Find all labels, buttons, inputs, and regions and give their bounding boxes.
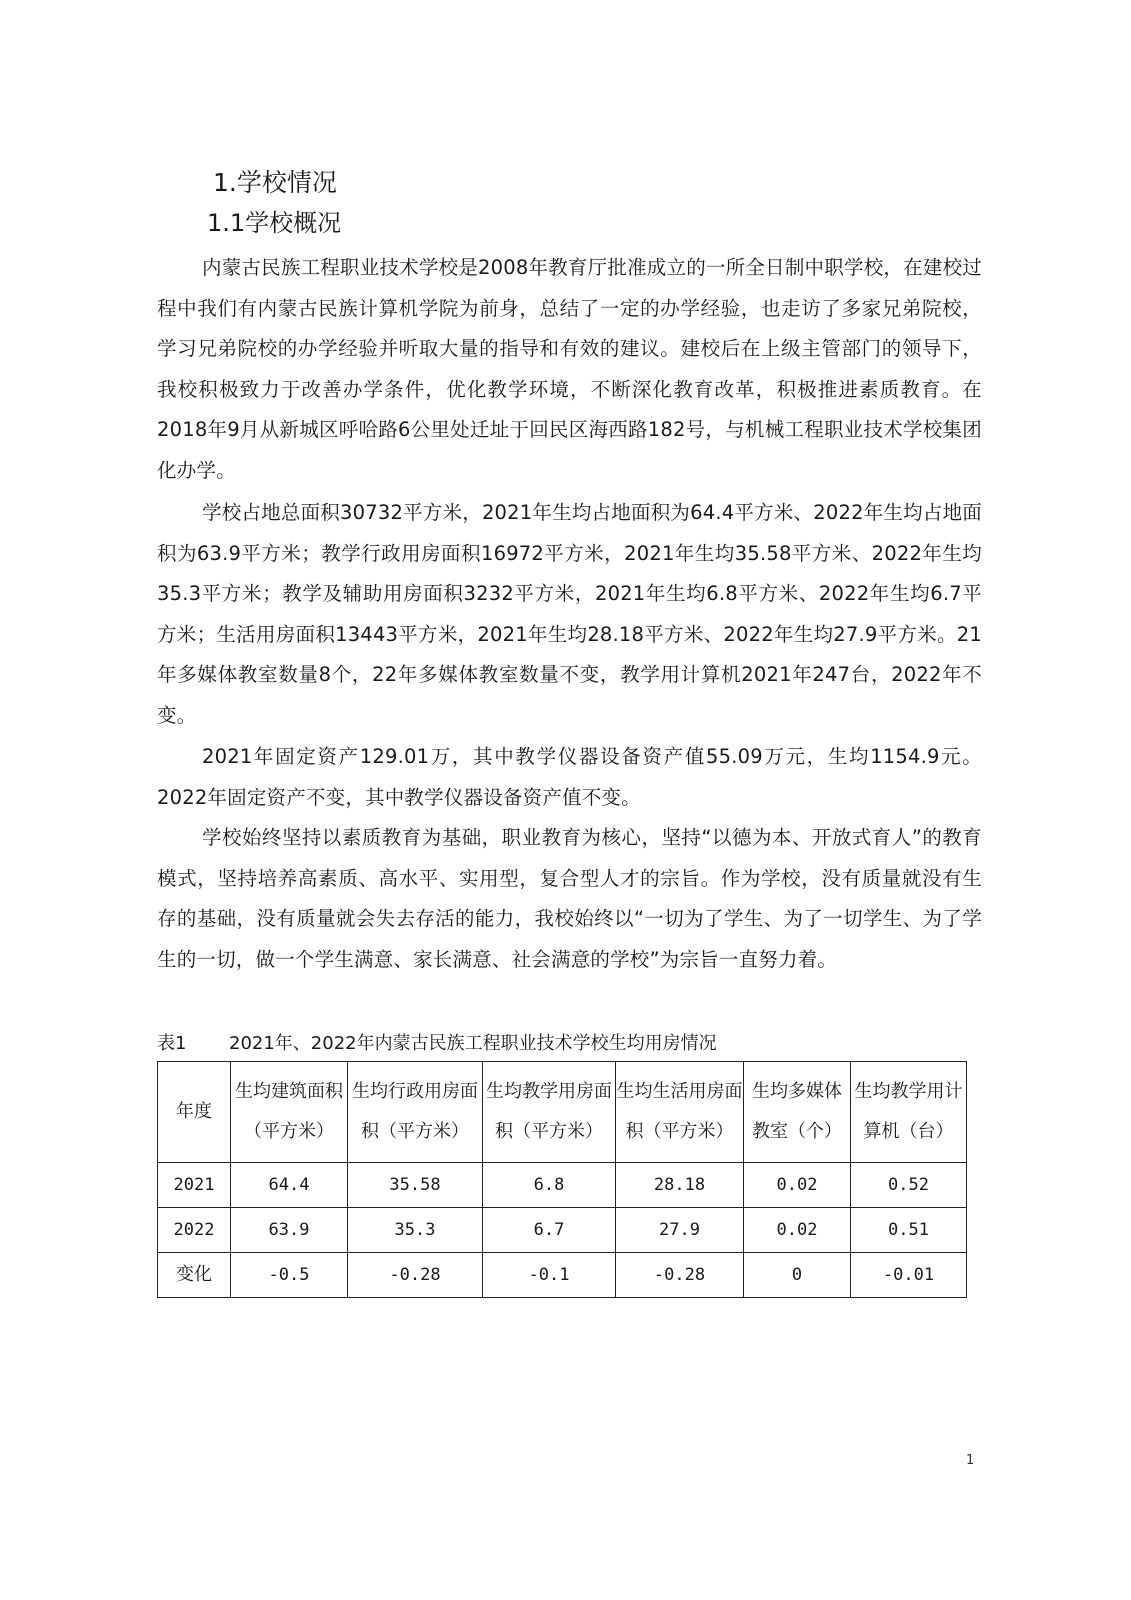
- header-cell-computers: 生均教学用计算机（台）: [851, 1062, 967, 1163]
- table-cell: -0.5: [231, 1253, 348, 1298]
- table-cell: 0.51: [851, 1208, 967, 1253]
- table-cell: 2021: [158, 1163, 231, 1208]
- table-header-row: [158, 1062, 967, 1163]
- page-number: 1: [966, 1453, 975, 1468]
- table-cell: 0.02: [744, 1163, 851, 1208]
- table-caption-label: 表1: [157, 1033, 187, 1054]
- header-cell-admin-area: 生均行政用房面积（平方米）: [348, 1062, 483, 1163]
- housing-table: [157, 1061, 967, 1298]
- table-caption: [157, 1031, 717, 1057]
- table-cell: 0: [744, 1253, 851, 1298]
- header-cell-building-area: 生均建筑面积（平方米）: [231, 1062, 348, 1163]
- table-cell: 6.7: [483, 1208, 616, 1253]
- header-cell-teaching-area: 生均教学用房面积（平方米）: [483, 1062, 616, 1163]
- table-cell: 0.52: [851, 1163, 967, 1208]
- table-cell: 28.18: [616, 1163, 744, 1208]
- table-cell: 63.9: [231, 1208, 348, 1253]
- paragraph-overview: 内蒙古民族工程职业技术学校是2008年教育厅批准成立的一所全日制中职学校，在建校过程中我们有内蒙古民族计算机学院为前身，总结了一定的办学经验，也走访了多家兄弟院校，学习兄弟院校的办学经验并听取大量的指导和有效的建议。建校后在上级主管部门的领导下，我校积极致力于改善办学条件，优化教学环境，不断深化教育改革，积极推进素质教育。在2018年9月从新城区呼哈路6公里处迁址于回民区海西路182号，与机械工程职业技术学校集团化办学。: [157, 256, 982, 482]
- header-cell-multimedia: 生均多媒体教室（个）: [744, 1062, 851, 1163]
- table-cell: 64.4: [231, 1163, 348, 1208]
- paragraph-assets: 2021年固定资产129.01万，其中教学仪器设备资产值55.09万元，生均1154.9元。2022年固定资产不变，其中教学仪器设备资产值不变。: [157, 745, 982, 809]
- paragraph-philosophy: 学校始终坚持以素质教育为基础，职业教育为核心，坚持“以德为本、开放式育人”的教育模式，坚持培养高素质、高水平、实用型，复合型人才的宗旨。作为学校，没有质量就没有生存的基础，没有质量就会失去存活的能力，我校始终以“一切为了学生、为了一切学生、为了学生的一切，做一个学生满意、家长满意、社会满意的学校”为宗旨一直努力着。: [157, 826, 982, 971]
- table-cell: -0.28: [616, 1253, 744, 1298]
- table-row: [158, 1253, 967, 1298]
- table-cell: 0.02: [744, 1208, 851, 1253]
- section-heading: 1.学校情况: [213, 168, 337, 197]
- table-caption-title: 2021年、2022年内蒙古民族工程职业技术学校生均用房情况: [229, 1033, 717, 1054]
- subsection-heading: 1.1学校概况: [207, 209, 342, 237]
- table-cell: 6.8: [483, 1163, 616, 1208]
- table-cell: 27.9: [616, 1208, 744, 1253]
- table-cell: 2022: [158, 1208, 231, 1253]
- paragraph-area: 学校占地总面积30732平方米，2021年生均占地面积为64.4平方米、2022年生均占地面积为63.9平方米；教学行政用房面积16972平方米，2021年生均35.58平方米、2022年生均35.3平方米；教学及辅助用房面积3232平方米，2021年生均6.8平方米、2022年生均6.7平方米；生活用房面积13443平方米，2021年生均28.18平方米、2022年生均27.9平方米。21年多媒体教室数量8个，22年多媒体教室数量不变，教学用计算机2021年247台，2022年不变。: [157, 501, 982, 727]
- table-cell: 35.58: [348, 1163, 483, 1208]
- table-cell: -0.1: [483, 1253, 616, 1298]
- header-cell-year: 年度: [158, 1062, 231, 1163]
- table-cell: 变化: [158, 1253, 231, 1298]
- header-cell-living-area: 生均生活用房面积（平方米）: [616, 1062, 744, 1163]
- table-cell: -0.28: [348, 1253, 483, 1298]
- table-row: [158, 1163, 967, 1208]
- table-row: [158, 1208, 967, 1253]
- table-cell: 35.3: [348, 1208, 483, 1253]
- table-cell: -0.01: [851, 1253, 967, 1298]
